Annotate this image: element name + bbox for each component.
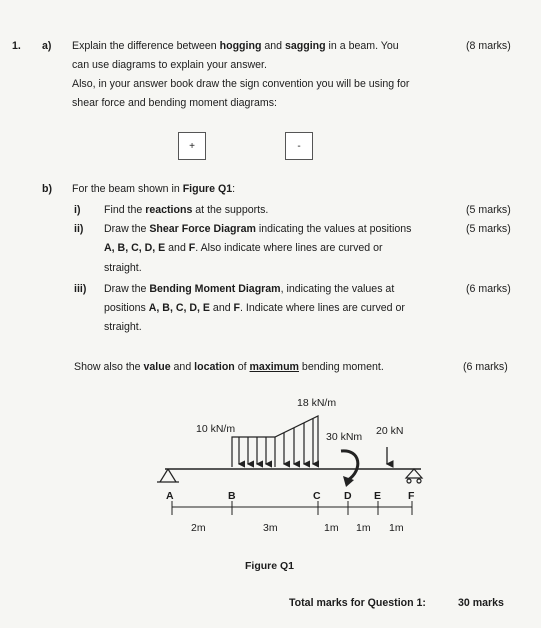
sub-i-marks: (5 marks) [466,204,511,216]
part-a-line-4: shear force and bending moment diagrams: [72,97,277,109]
point-load-label: 20 kN [376,425,404,437]
span-label-ab: 2m [191,522,206,534]
sub-iii-marks: (6 marks) [466,283,511,295]
sub-iii-line-1: Draw the Bending Moment Diagram, indicating the values at [104,283,395,295]
span-label-de: 1m [356,522,371,534]
sub-ii-line-2: A, B, C, D, E and F. Also indicate where lines are curved or [104,242,383,254]
span-label-bc: 3m [263,522,278,534]
point-label-d: D [344,490,352,502]
positive-sign-box: + [178,132,206,160]
term-hogging: hogging [219,40,262,52]
sub-ii-line-1: Draw the Shear Force Diagram indicating the values at positions [104,223,412,235]
part-a-label: a) [42,40,52,52]
part-b-label: b) [42,183,52,195]
sub-iii-line-2: positions A, B, C, D, E and F. Indicate where lines are curved or [104,302,405,314]
pin-support-a [157,469,179,482]
sub-iii-label: iii) [74,283,87,295]
sub-ii-marks: (5 marks) [466,223,511,235]
part-a-line-3: Also, in your answer book draw the sign convention you will be using for [72,78,410,90]
point-label-a: A [166,490,174,502]
moment-label: 30 kNm [326,431,363,443]
beam-diagram [0,390,541,590]
load-arrows [239,418,313,464]
total-marks-label: Total marks for Question 1: [289,597,426,609]
figure-caption: Figure Q1 [245,560,295,572]
question-number: 1. [12,40,21,52]
total-marks-value: 30 marks [458,597,504,609]
sub-ii-line-3: straight. [104,262,142,274]
pin-support-f [406,469,422,483]
point-label-e: E [374,490,382,502]
sub-iii-line-3: straight. [104,321,142,333]
sub-i-label: i) [74,204,81,216]
part-b-intro: For the beam shown in Figure Q1: [72,183,236,195]
part-a-marks: (8 marks) [466,40,511,52]
show-max-moment-line: Show also the value and location of maximum bending moment. [74,361,384,373]
show-max-moment-marks: (6 marks) [463,361,508,373]
point-label-f: F [408,490,415,502]
span-label-cd: 1m [324,522,339,534]
dimension-line [172,501,412,515]
sub-ii-label: ii) [74,223,84,235]
point-label-b: B [228,490,236,502]
peak-load-label: 18 kN/m [297,397,337,409]
sub-i-text: Find the reactions at the supports. [104,204,269,216]
negative-sign-box: - [285,132,313,160]
part-a-line-1: Explain the difference between hogging and sagging in a beam. You [72,40,399,52]
span-label-ef: 1m [389,522,404,534]
point-label-c: C [313,490,321,502]
term-sagging: sagging [284,40,326,52]
udl-label: 10 kN/m [196,423,236,435]
part-a-line-2: can use diagrams to explain your answer. [72,59,267,71]
distributed-load [232,416,318,467]
